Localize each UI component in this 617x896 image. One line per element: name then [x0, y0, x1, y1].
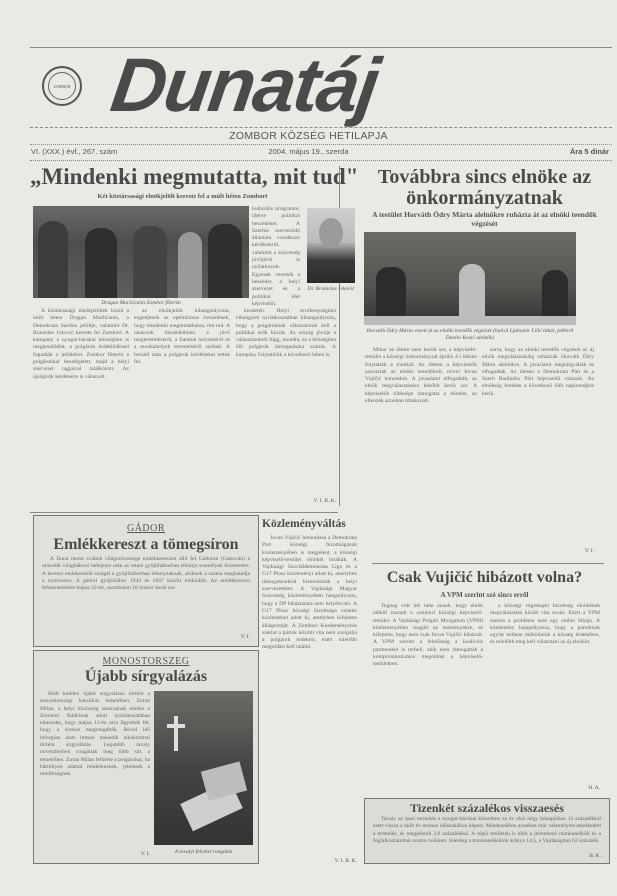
lead-column-2 — [134, 308, 230, 506]
masthead-rule — [30, 127, 612, 128]
right-lead-photo — [364, 232, 576, 325]
lead-photo-caption: Dragan Maršićanin Zombor főterén — [101, 300, 181, 306]
masthead-subtitle: ZOMBOR KÖZSÉG HETILAPJA — [229, 130, 388, 142]
grave-photo-caption: A tavalyi felvétel rongálás — [174, 849, 233, 855]
lead-signature: V. I. B. K. — [313, 498, 336, 504]
lead-column-3 — [236, 308, 336, 498]
right-lead-column-1 — [365, 347, 477, 555]
portrait-photo — [307, 208, 355, 283]
gador-signature: V. I. — [240, 634, 250, 640]
right-lead-signature: V. I. — [584, 548, 594, 554]
monostorszeg-headline: Újabb sírgyalázás — [84, 668, 208, 685]
monostorszeg-signature: V. I. — [140, 851, 150, 857]
issue-number: VI. (XXX.) évf., 267. szám — [31, 147, 118, 156]
right-lead-headline: Továbbra sincs elnöke az önkormányzatnak — [377, 166, 592, 209]
issue-date: 2004. május 19., szerda — [268, 147, 349, 156]
kozlemeny-signature: V. I. B. K. — [334, 858, 357, 864]
lead-side-column: kulturális programot, illetve politikai beszédeket. A Szerbia szerveződő államára vonatkozó kérdésekről, valamint a szövetség jövőjéről is nyilatkozott. Egyesek vezették a beszédet, a helyi szervezet és a politikai élet képviselői. — [252, 206, 300, 306]
gador-body-text: A Duna menti svábok világszövetsége emlékkeresztet állít fel Gádoron (Gakován) a második világháború befejezte után az ottani gyűjtőtáborban elhunyt személyek tiszteletére. A kereszt emlékezésül szolgál a gyűjtőtáborban elhunytaknak, akiknek a száma meghaladja a nyolcezret. A gádori gyűjtőtábor 1944 és 1947 között működött. Az emlékkereszt felszentelésére május 22-én, szombaton 10 órakor kerül sor. — [42, 556, 250, 592]
masthead-title: Dunatáj — [106, 43, 383, 128]
lead-subhead: Két köztársasági elnökjelölt kereste fel a múlt héten Zombort — [97, 193, 268, 200]
grave-photo — [154, 691, 253, 845]
lead-col3-text: kezdetén. Helyi tevékenységben elhangzott nyilatkozatában kihangsúlyozta, hogy a polgároknak választaniuk kell a politikai erők között. Az ország jövője a választásoktól függ, mondta, és a községben élő polgárok támogatására számít. A kampány folytatódik a következő héten is. — [236, 308, 336, 358]
monostorszeg-box — [33, 650, 259, 864]
vujicic-column-2 — [490, 603, 600, 783]
tizenket-body-text: Tavaly az ipari termelés a nyugat-bácskai körzetben az év első négy hónapjában 12 százalékkal esett vissza a múlt év azonos időszakához képest. Mindezekben azonban már valamelyest emelkedett a termelés, és megjelenik 2,6 százalékkal. A régió területén is több a jelentkező munkanélküli és a foglalkoztatottak száma csökken. Jelenleg a munkanélküliek aránya 14,5, a Vajdaságban 62 százalék. — [373, 816, 601, 844]
masthead-rule-3 — [30, 160, 612, 161]
masthead-rule-2 — [30, 144, 612, 145]
masthead-seal-logo — [42, 66, 82, 106]
issue-price: Ára 5 dinár — [569, 147, 609, 156]
tizenket-body — [373, 816, 601, 856]
right-lead-col2-text: sorra, hogy az elnöki teendők végzését az új elnök megválasztásáig ruházzák Horváth Ódry Márta alelnökre. A javaslatot megtárgyalták és elfogadták. Az ülésen a Demokrata Párt és a Szerb Radikális Párt képviselői vitáztak. Az elnökség kérdése a következő ülés napirendjére kerül. — [482, 347, 594, 397]
monostorszeg-kicker: MONOSTORSZEG — [102, 656, 190, 667]
gador-kicker: GÁDOR — [126, 523, 166, 534]
seal-inner: ZOMBOR — [48, 72, 76, 100]
lead-col1-text: A köztársasági elnökjelöltek közül a múlt héten Dragan Maršićanin, a Demokrata Szerbia jelöltje, valamint Dr. Branislav Ivković kereste fel Zombort. A kampány a nyugat-bácskai községben is megkezdődött, a polgárok érdeklődéssel fogadták a jelölteket. Zombor főterén a polgárokkal beszélgetett, majd a helyi szervezet tagjaival találkozott. Az újságírók kérdéseire is válaszolt. — [33, 308, 129, 380]
gador-body — [42, 556, 250, 634]
kozlemeny-body — [262, 535, 357, 855]
section-rule — [30, 512, 338, 513]
vujicic-headline: Csak Vujičić hibázott volna? — [386, 569, 583, 586]
right-lead-col1-text: Mikor az ülésre nem került sor, a képviselő-testület a községi önkormányzat április 4-i ülésén folytatták a munkát. Az ülésen a képviselők szavaztak az elnöki teendőkről, mivel Jovan Vujičić lemondott. A javaslatot elfogadták, az elnök megválasztására később kerül sor. A képviselők többsége támogatta a döntést, az ellenzék azonban tiltakozott. — [365, 347, 477, 405]
monostorszeg-body-text: Múlt kedden újabb sírgyalázás történt a monostorszegi katolikus temetőben. Zoran Milan, a helyi közösség tanácsának elnöke a Zombori Rádiónak adott nyilatkozatában elmondta, hogy május 11-én arra figyeltek fel, hogy a sírokat megrongálták. Rövid idő leforgása alatt immár második alkalommal történt sírgyalázás. Legutóbb tavaly novemberben rongáltak meg több sírt a temetőben. Zoran Milan felkérte a polgárokat, ha bármilyen adattal rendelkeznek, jelentsék a rendőrségnek. — [40, 691, 150, 778]
tizenket-box — [364, 798, 610, 864]
portrait-caption: Dr. Branislav Ivković — [307, 286, 355, 292]
kozlemeny-body-text: Jovan Vujičić lemondása a Demokrata Párt községi bizottságának közleményében is megjelent, a községi képviselő-testület elnökét bírálták. A Vajdasági Szociáldemokrata Liga és a G17 Plusz közleményt adott ki, amelyben támogatásukról biztosították a helyi szervezeteket. A Vajdasági Magyar Szövetség közleményében hangsúlyozta, hogy a DP hibáztatása nem helyénvaló. A G17 Plusz községi bizottsága szintén közleményt adott ki, amelyben kifejtette álláspontját. A Zombori Kezdeményezés szerint a pártok közötti vita nem szolgálja a polgárok érdekeit, ezért mielőbb megoldást kell találni. — [262, 535, 357, 651]
kozlemeny-headline: Közleményváltás — [262, 518, 346, 530]
vujicic-col2-text: a községi végrehajtó bizottság elnökének megválasztása körüli vita során. Ezért a VPM szerint a probléma nem egy ember hibája. A közlemény hangsúlyozza, hogy a pártoknak együtt kellene működniük a község érdekében, és mielőbb meg kell választani az új elnököt. — [490, 603, 600, 646]
gador-headline: Emlékkereszt a tömegsíron — [53, 536, 239, 553]
tizenket-signature: B. K. — [589, 853, 601, 859]
section-rule-right — [372, 563, 604, 564]
vujicic-column-1 — [373, 603, 483, 793]
tizenket-headline: Tizenkét százalékos visszaesés — [410, 801, 564, 815]
vujicic-subhead: A VPM szerint szó sincs erről — [440, 591, 529, 599]
monostorszeg-body — [40, 691, 150, 851]
lead-column-1 — [33, 308, 129, 506]
right-lead-subhead: A testület Horváth Ódry Márta alelnökre ruházta át az elnöki teendők végzését — [372, 210, 597, 228]
vujicic-signature: H. A. — [588, 785, 600, 791]
lead-headline: „Mindenki megmutatta, mit tud" — [30, 164, 359, 189]
lead-col2-text: az elnökjelölt kihangsúlyozta, engedjenek az optimizmus övezetének, hogy mindenki megmutathassa, mit tud. A tanácsok beszédeikben a jövő megteremtéséről, a fiatalok helyzetéről és a munkahelyek teremtéséről szóltak. A beszéd után a polgárok kérdéseket tettek fel. — [134, 308, 230, 366]
gador-box — [33, 515, 259, 647]
right-lead-photo-caption: Horváth Ódry Márta vezeti át az elnöki teendők végzését (balról Ljubomir Lilić titkár, jobbról Danilo Kosić alelnök) — [366, 328, 574, 341]
lead-photo — [33, 206, 249, 298]
vujicic-col1-text: Tegnap volt két hete annak, hogy elnök nélkül maradt a zombori községi képviselő-testület. A Vajdasági Polgári Mozgalom (VPM) közleményében reagált az eseményekre, és kifejtette, hogy nem csak Jovan Vujičić hibázott. A VPM szerint a felelősség a koalíciós partnereket is terheli, akik nem támogatták a kompromisszumos megoldást a képviselő-testületben. — [373, 603, 483, 668]
right-lead-column-2 — [482, 347, 594, 547]
